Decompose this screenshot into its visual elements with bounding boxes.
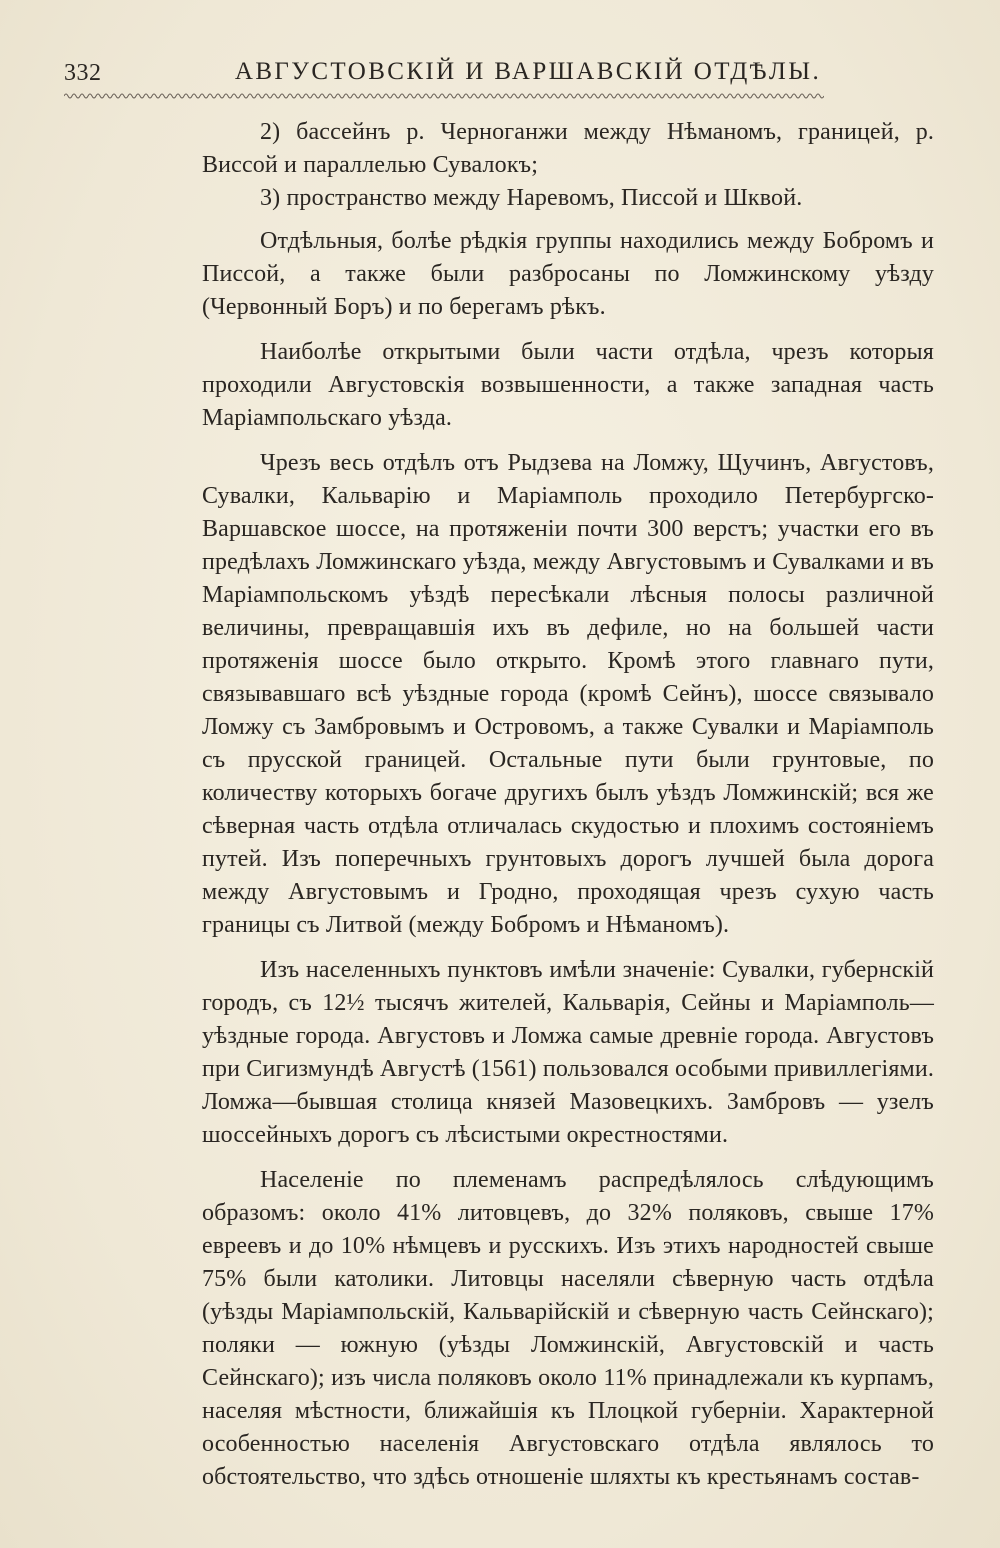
page-number: 332 bbox=[64, 60, 102, 86]
paragraph: Чрезъ весь отдѣлъ отъ Рыдзева на Ломжу, Щучинъ, Августовъ, Сувалки, Кальварію и Маріамполь проходило Петербургско-Варшавское шоссе, на протяженіи почти 300 верстъ; участки его въ предѣлахъ Ломжинскаго уѣзда, между Августовымъ и Сувалками и въ Маріампольскомъ уѣздѣ пересѣкали лѣсныя полосы различной величины, превращавшія ихъ въ дефиле, но на большей части протяженія шоссе было открыто. Кромѣ этого главнаго пути, связывавшаго всѣ уѣздные города (кромѣ Сейнъ), шоссе связывало Ломжу съ Замбровымъ и Островомъ, а также Сувалки и Маріамполь съ прусской границей. Остальные пути были грунтовые, по количеству которыхъ богаче другихъ былъ уѣздъ Ломжинскій; вся же сѣверная часть отдѣла отличалась скудостью и плохимъ состояніемъ путей. Изъ поперечныхъ грунтовыхъ дорогъ лучшей была дорога между Августовымъ и Гродно, проходящая чрезъ сухую часть границы съ Литвой (между Бобромъ и Нѣманомъ). bbox=[202, 450, 934, 938]
paragraph: Отдѣльныя, болѣе рѣдкія группы находились между Бобромъ и Писсой, а также были разбросаны по Ломжинскому уѣзду (Червонный Боръ) и по берегамъ рѣкъ. bbox=[202, 228, 934, 320]
paragraph-list-item-3: 3) пространство между Наревомъ, Писсой и Шквой. bbox=[260, 185, 803, 211]
body-text bbox=[202, 116, 934, 1494]
paragraph: Населеніе по племенамъ распредѣлялось слѣдующимъ образомъ: около 41% литовцевъ, до 32% поляковъ, свыше 17% евреевъ и до 10% нѣмцевъ и русскихъ. Изъ этихъ народностей свыше 75% были католики. Литовцы населяли сѣверную часть отдѣла (уѣзды Маріампольскій, Кальварійскій и сѣверную часть Сейнскаго); поляки — южную (уѣзды Ломжинскій, Августовскій и часть Сейнскаго); изъ числа поляковъ около 11% принадлежали къ курпамъ, населяя мѣстности, ближайшія къ Плоцкой губерніи. Характерной особенностью населенія Августовскаго отдѣла являлось то обстоятельство, что здѣсь отношеніе шляхты къ крестьянамъ состав- bbox=[202, 1167, 934, 1490]
paragraph: Наиболѣе открытыми были части отдѣла, чрезъ которыя проходили Августовскія возвышенности, а также западная часть Маріампольскаго уѣзда. bbox=[202, 339, 934, 431]
paragraph-list-item-2: 2) бассейнъ р. Черноганжи между Нѣманомъ, границей, р. Виссой и параллелью Сувалокъ; bbox=[202, 119, 934, 178]
page-header bbox=[64, 52, 932, 92]
paragraph: Изъ населенныхъ пунктовъ имѣли значеніе: Сувалки, губернскій городъ, съ 12½ тысячъ жителей, Кальварія, Сейны и Маріамполь—уѣздные города. Августовъ и Ломжа самые древніе города. Августовъ при Сигизмундѣ Августѣ (1561) пользовался особыми привиллегіями. Ломжа—бывшая столица князей Мазовецкихъ. Замбровъ — узелъ шоссейныхъ дорогъ съ лѣсистыми окрестностями. bbox=[202, 957, 934, 1148]
header-wavy-rule bbox=[64, 90, 824, 102]
running-title: АВГУСТОВСКІЙ И ВАРШАВСКІЙ ОТДѢЛЫ. bbox=[234, 58, 822, 85]
